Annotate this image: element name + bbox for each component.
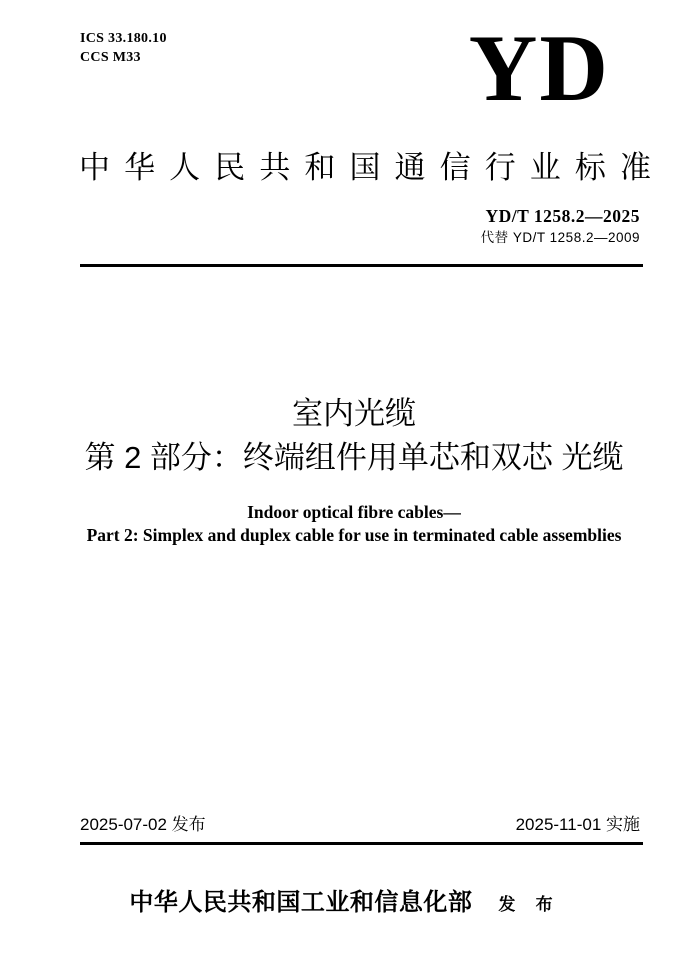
- ccs-code: CCS M33: [80, 50, 141, 65]
- title-english: [20, 501, 688, 547]
- replaced-standard: 代替 YD/T 1258.2—2009: [480, 230, 640, 245]
- implementation-date: 2025-11-01 实施: [515, 815, 640, 834]
- publisher-name: 中华人民共和国工业和信息化部: [129, 890, 473, 916]
- bottom-rule-divider: [80, 842, 643, 845]
- standard-number-block: [481, 206, 640, 246]
- classification-codes: [80, 29, 167, 67]
- issue-date: 2025-07-02 发布: [80, 815, 206, 834]
- yd-logo: YD: [468, 15, 610, 121]
- ics-code: ICS 33.180.10: [80, 31, 167, 46]
- title-chinese-line2: 第 2 部分：终端组件用单芯和双芯 光缆: [84, 440, 624, 475]
- top-rule-divider: [80, 264, 643, 267]
- title-english-line1: Indoor optical fibre cables—: [247, 502, 461, 522]
- publish-label: 发 布: [498, 895, 561, 914]
- dates-row: [80, 814, 640, 836]
- standard-number: YD/T 1258.2—2025: [485, 206, 640, 226]
- title-english-line2: Part 2: Simplex and duplex cable for use in terminated cable assemblies: [86, 525, 622, 545]
- standard-heading: 中 华 人 民 共 和 国 通 信 行 业 标 准: [79, 150, 651, 185]
- publisher-row: [0, 882, 690, 917]
- title-chinese-line1: 室内光缆: [292, 396, 416, 431]
